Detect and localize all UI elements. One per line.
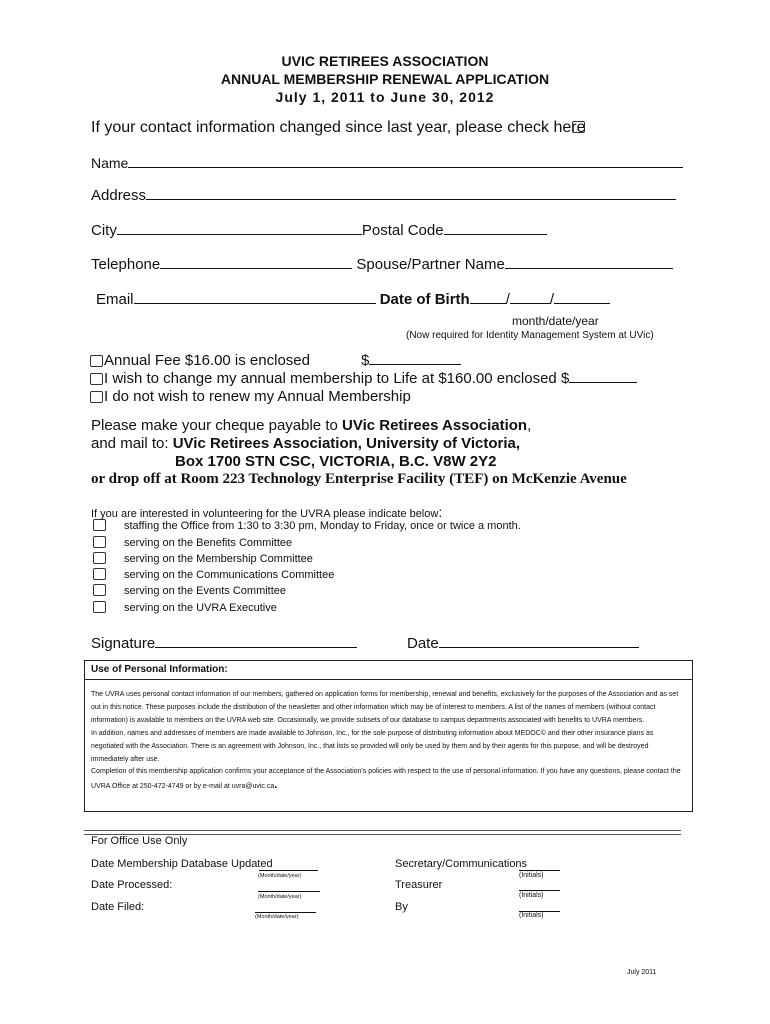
signature-field[interactable] xyxy=(155,646,357,648)
no-renew-option xyxy=(90,388,411,405)
volunteer-item: staffing the Office from 1:30 to 3:30 pm, Monday to Friday, once or twice a month. xyxy=(124,520,521,532)
email-label: Email xyxy=(96,291,134,308)
volunteer-checkbox-office[interactable] xyxy=(93,519,106,531)
by-initials: (Initials) xyxy=(519,912,544,919)
contact-changed-row xyxy=(91,119,586,137)
dob-note: (Now required for Identity Management System at UVic) xyxy=(406,330,654,341)
footer-date: July 2011 xyxy=(627,969,657,976)
org-title: UVIC RETIREES ASSOCIATION xyxy=(281,53,489,69)
annual-fee-label: Annual Fee $16.00 is enclosed xyxy=(104,352,310,369)
payment-line-1 xyxy=(91,417,531,434)
city-row xyxy=(91,222,547,239)
mail-address-2: Box 1700 STN CSC, VICTORIA, B.C. V8W 2Y2 xyxy=(175,453,497,470)
volunteer-item: serving on the Communications Committee xyxy=(124,569,335,581)
spouse-label: Spouse/Partner Name xyxy=(356,256,505,273)
office-use-title: For Office Use Only xyxy=(91,835,188,847)
telephone-row xyxy=(91,256,673,273)
personal-info-contact: Completion of this membership application confirms your acceptance of the Association's policies with respect to the use of personal information. If you have any questions, please contact the UVRA Office at 250-472-4749 or by e-mail at uvra@uvic.ca xyxy=(91,768,681,791)
volunteer-item: serving on the Membership Committee xyxy=(124,553,313,565)
email-field[interactable] xyxy=(134,302,376,304)
mail-address-1: UVic Retirees Association, University of Victoria, xyxy=(172,435,521,452)
contact-changed-checkbox[interactable] xyxy=(572,121,585,133)
secretary-initials: (Initials) xyxy=(519,872,544,879)
name-row xyxy=(91,155,683,172)
spouse-field[interactable] xyxy=(505,267,673,269)
life-option xyxy=(90,370,637,387)
treasurer-initials: (Initials) xyxy=(519,892,544,899)
annual-fee-amount xyxy=(361,352,461,369)
volunteer-item: serving on the UVRA Executive xyxy=(124,602,277,614)
dob-label: Date of Birth xyxy=(379,291,470,308)
volunteer-intro xyxy=(91,504,442,520)
contact-changed-label: If your contact information changed since last year, please check here xyxy=(91,119,586,136)
signature-label: Signature xyxy=(91,635,156,652)
life-amount-field[interactable] xyxy=(569,381,637,383)
volunteer-checkbox-executive[interactable] xyxy=(93,601,106,613)
signature-date-field[interactable] xyxy=(439,646,639,648)
mail-to-text: and mail to: xyxy=(91,435,173,452)
processed-label: Date Processed: xyxy=(91,879,173,891)
personal-info-paragraph-2: In addition, names and addresses of members are made available to Johnson, Inc., for the sole purpose of distributing information about MEDOC© and their other insurance plans as negotiated with the Association. There is an agreement with Johnson, Inc., that lists so provided will only be used by them and by their agents for this purpose, and will be destroyed immediately after use. xyxy=(91,729,654,763)
processed-field[interactable] xyxy=(258,890,320,892)
no-renew-checkbox[interactable] xyxy=(90,391,103,403)
annual-fee-option xyxy=(90,352,310,369)
volunteer-checkbox-communications[interactable] xyxy=(93,568,106,580)
telephone-field[interactable] xyxy=(160,267,352,269)
volunteer-intro-text: If you are interested in volunteering for the UVRA please indicate below xyxy=(91,508,439,520)
signature-date-label: Date xyxy=(407,635,439,652)
drop-off-text: or drop off at Room 223 Technology Enterprise Facility (TEF) on McKenzie Avenue xyxy=(91,471,627,487)
payment-text: Please make your cheque payable to xyxy=(91,417,342,434)
annual-fee-checkbox[interactable] xyxy=(90,355,103,367)
db-updated-format: (Month/date/year) xyxy=(258,873,302,879)
personal-info-text xyxy=(91,689,686,794)
personal-info-paragraph-3 xyxy=(91,766,686,794)
form-title: ANNUAL MEMBERSHIP RENEWAL APPLICATION xyxy=(220,71,550,87)
telephone-label: Telephone xyxy=(91,256,161,273)
dob-month-field[interactable] xyxy=(470,302,506,304)
address-field[interactable] xyxy=(146,198,676,200)
city-label: City xyxy=(91,222,117,239)
email-row: Email Date of Birth / / xyxy=(96,291,610,308)
dob-format: month/date/year xyxy=(512,314,599,328)
signature-date-row xyxy=(407,635,639,652)
volunteer-checkbox-events[interactable] xyxy=(93,584,106,596)
volunteer-checkbox-benefits[interactable] xyxy=(93,536,106,548)
name-label: Name xyxy=(91,155,129,171)
by-label: By xyxy=(395,901,408,913)
processed-format: (Month/date/year) xyxy=(258,894,302,900)
dob-day-field[interactable] xyxy=(510,302,550,304)
volunteer-checkbox-membership[interactable] xyxy=(93,552,106,564)
signature-row xyxy=(91,635,357,652)
personal-info-title: Use of Personal Information: xyxy=(85,661,692,680)
filed-label: Date Filed: xyxy=(91,901,145,913)
payee-name: UVic Retirees Association xyxy=(342,417,528,434)
city-field[interactable] xyxy=(117,233,362,235)
address-row xyxy=(91,187,676,204)
postal-code-field[interactable] xyxy=(444,233,547,235)
personal-info-paragraph-1: The UVRA uses personal contact information of our members, gathered on application forms for membership, renewal and benefits, exclusively for the purposes of the Association and as set out in this notice. These purposes include the distribution of the newsletter and other information which may be of interest to members. A list of the names of members (without contact information) is available to members on the UVRA web site. Occasionally, we provide subsets of our database to campus departments associated with benefits to UVRA members. xyxy=(91,691,679,724)
treasurer-label: Treasurer xyxy=(395,879,443,891)
personal-info-period: . xyxy=(274,779,278,792)
volunteer-item: serving on the Events Committee xyxy=(124,585,287,597)
membership-period: July 1, 2011 to June 30, 2012 xyxy=(275,89,495,105)
annual-fee-amount-field[interactable] xyxy=(369,363,461,365)
personal-info-box xyxy=(84,660,693,812)
postal-code-label: Postal Code xyxy=(361,222,444,239)
secretary-label: Secretary/Communications xyxy=(395,858,528,870)
life-label: I wish to change my annual membership to Life at $160.00 enclosed $ xyxy=(104,370,570,387)
filed-field[interactable] xyxy=(255,911,316,913)
payment-line-2 xyxy=(91,435,520,452)
name-field[interactable] xyxy=(128,166,683,168)
life-checkbox[interactable] xyxy=(90,373,103,385)
filed-format: (Month/date/year) xyxy=(255,914,299,920)
payment-comma: , xyxy=(527,417,532,434)
dob-year-field[interactable] xyxy=(554,302,610,304)
no-renew-label: I do not wish to renew my Annual Membership xyxy=(104,388,411,405)
address-label: Address xyxy=(91,187,147,204)
treasurer-field[interactable] xyxy=(519,889,560,891)
db-updated-field[interactable] xyxy=(259,869,318,871)
db-updated-label: Date Membership Database Updated xyxy=(91,858,273,870)
volunteer-item: serving on the Benefits Committee xyxy=(124,537,293,549)
dollar-sign: $ xyxy=(361,352,370,369)
secretary-field[interactable] xyxy=(519,869,560,871)
volunteer-colon: : xyxy=(438,504,443,520)
